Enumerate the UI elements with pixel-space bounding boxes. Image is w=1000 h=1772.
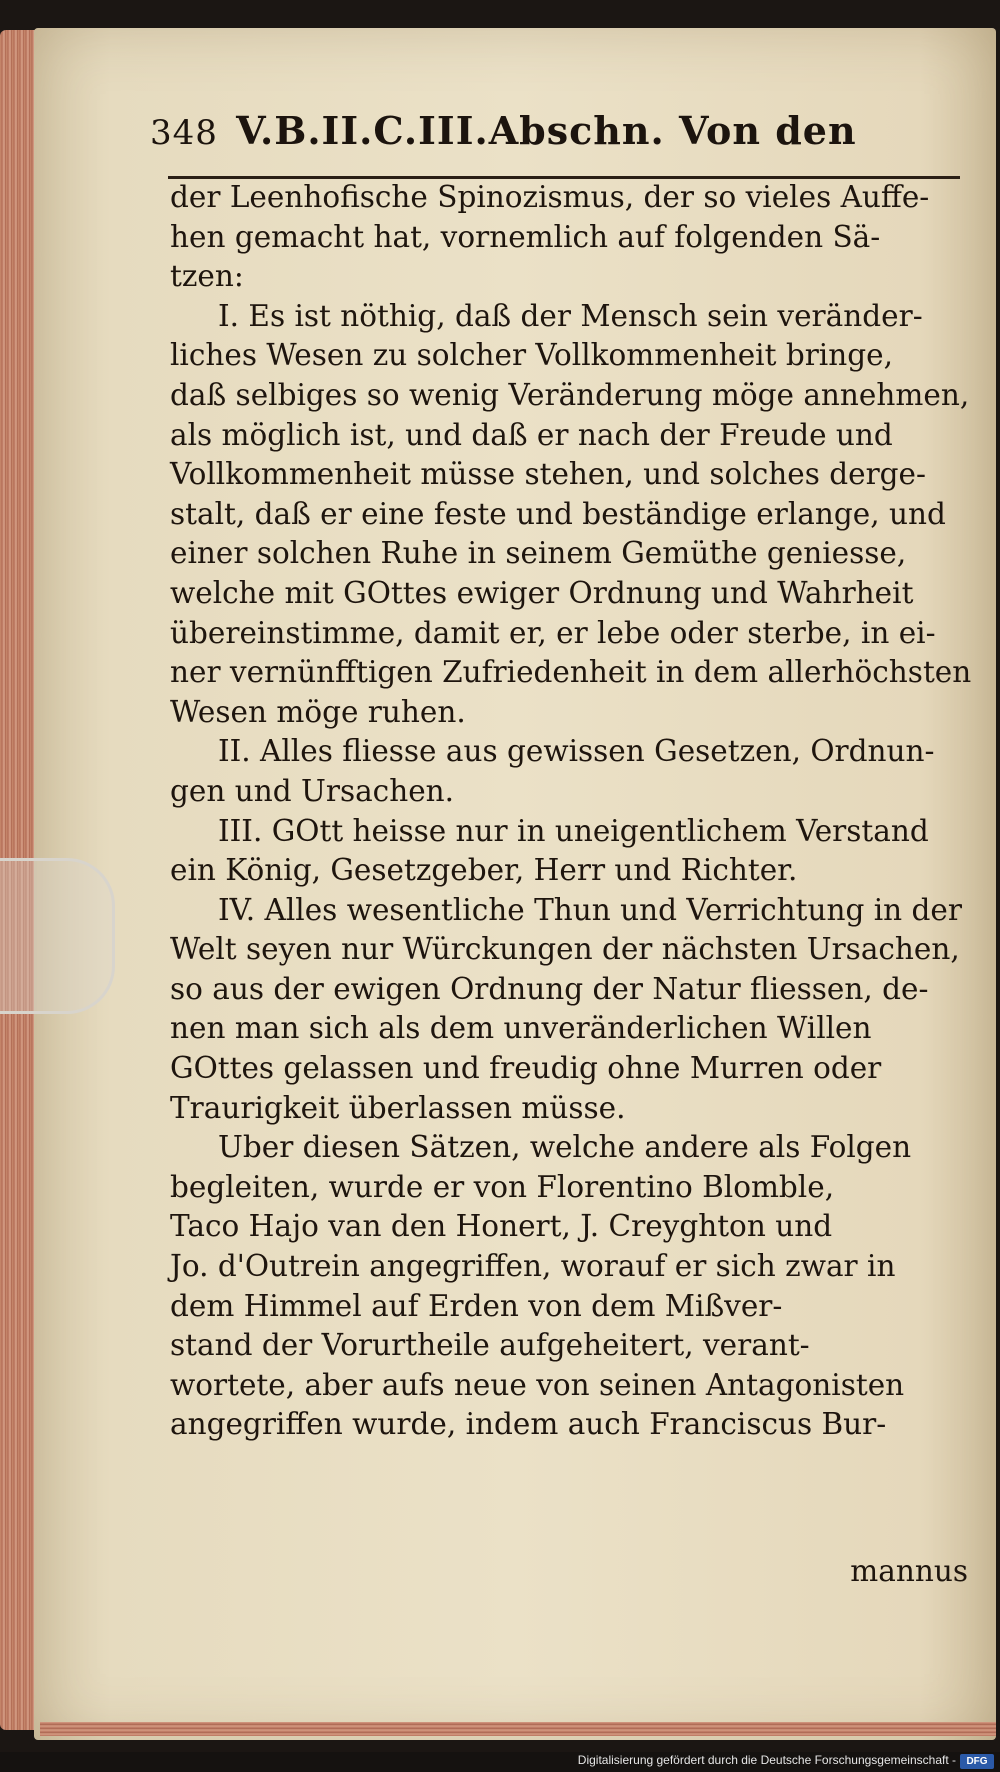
text-line: Welt seyen nur Würckungen der nächsten Ursachen, bbox=[170, 932, 960, 967]
text-line: Wesen möge ruhen. bbox=[170, 694, 466, 729]
text-line: hen gemacht hat, vornemlich auf folgenden Sä- bbox=[170, 219, 881, 254]
text-line: Uber diesen Sätzen, welche andere als Folgen bbox=[218, 1130, 912, 1165]
dfg-logo: DFG bbox=[960, 1754, 994, 1769]
text-line: angegriffen wurde, indem auch Franciscus Bur- bbox=[170, 1407, 887, 1442]
text-line: IV. Alles wesentliche Thun und Verrichtung in der bbox=[218, 892, 962, 927]
text-line: Vollkommenheit müsse stehen, und solches derge- bbox=[170, 457, 926, 492]
page-number: 348 bbox=[150, 113, 218, 153]
text-line: stalt, daß er eine feste und beständige erlange, und bbox=[170, 496, 946, 531]
text-line: wortete, aber aufs neue von seinen Antagonisten bbox=[170, 1367, 905, 1402]
text-line: II. Alles fliesse aus gewissen Gesetzen, Ordnun- bbox=[218, 734, 935, 769]
text-line: III. GOtt heisse nur in uneigentlichem Verstand bbox=[218, 813, 929, 848]
text-line: ein König, Gesetzgeber, Herr und Richter. bbox=[170, 853, 798, 888]
text-line: nen man sich als dem unveränderlichen Willen bbox=[170, 1011, 872, 1046]
text-line: übereinstimme, damit er, er lebe oder sterbe, in ei- bbox=[170, 615, 936, 650]
text-line: gen und Ursachen. bbox=[170, 773, 455, 808]
text-line: welche mit GOttes ewiger Ordnung und Wahrheit bbox=[170, 575, 914, 610]
text-line: einer solchen Ruhe in seinem Gemüthe geniesse, bbox=[170, 536, 907, 571]
text-line: Taco Hajo van den Honert, J. Creyghton und bbox=[170, 1209, 833, 1244]
digitization-credit: Digitalisierung gefördert durch die Deutsche Forschungsgemeinschaft - bbox=[577, 1753, 956, 1767]
text-line: begleiten, wurde er von Florentino Blomble, bbox=[170, 1169, 835, 1204]
text-line: stand der Vorurtheile aufgeheitert, verant- bbox=[170, 1328, 810, 1363]
catchword: mannus bbox=[850, 1554, 968, 1588]
text-line: liches Wesen zu solcher Vollkommenheit bringe, bbox=[170, 338, 893, 373]
text-line: daß selbiges so wenig Veränderung möge annehmen, bbox=[170, 377, 970, 412]
text-line: dem Himmel auf Erden von dem Mißver- bbox=[170, 1288, 783, 1323]
text-line: so aus der ewigen Ordnung der Natur fliessen, de- bbox=[170, 971, 929, 1006]
text-line: der Leenhofische Spinozismus, der so vieles Auffe- bbox=[170, 180, 930, 214]
page-clip bbox=[0, 858, 115, 1014]
text-line: I. Es ist nöthig, daß der Mensch sein veränder- bbox=[218, 298, 923, 333]
page-bottom-edges bbox=[40, 1722, 996, 1736]
text-line: ner vernünfftigen Zufriedenheit in dem allerhöchsten bbox=[170, 655, 972, 690]
text-line: GOttes gelassen und freudig ohne Murren oder bbox=[170, 1051, 882, 1086]
running-head-title: V.B.II.C.III.Abschn. Von den bbox=[236, 108, 857, 153]
text-line: tzen: bbox=[170, 259, 244, 294]
text-line: Traurigkeit überlassen müsse. bbox=[170, 1090, 626, 1125]
running-header bbox=[150, 108, 960, 168]
text-line: Jo. d'Outrein angegriffen, worauf er sich zwar in bbox=[170, 1249, 896, 1284]
body-text bbox=[170, 178, 970, 1445]
text-line: als möglich ist, und daß er nach der Freude und bbox=[170, 417, 893, 452]
